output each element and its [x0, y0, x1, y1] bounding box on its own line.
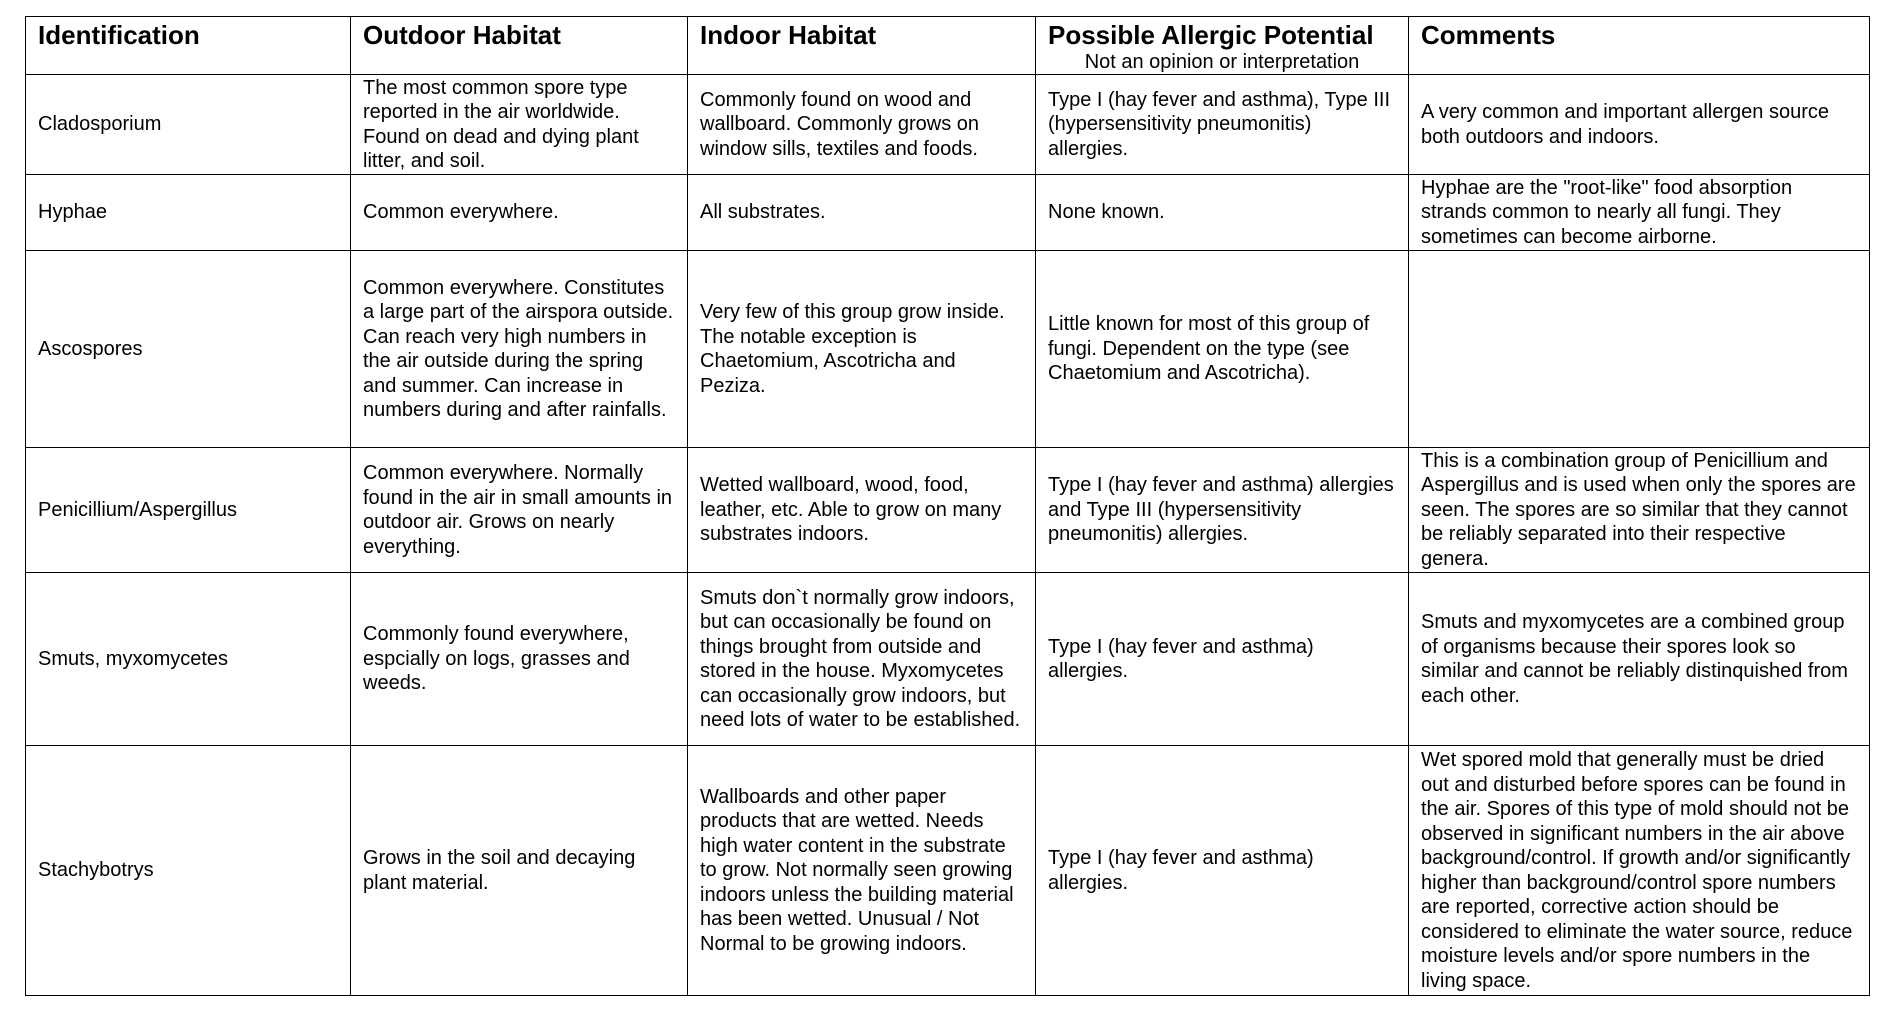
- cell-identification: Penicillium/Aspergillus: [26, 448, 351, 573]
- cell-outdoor: Commonly found everywhere, espcially on logs, grasses and weeds.: [351, 573, 688, 746]
- cell-allergic: None known.: [1036, 175, 1409, 251]
- table-row: [26, 448, 1870, 573]
- header-allergic-potential: [1036, 17, 1409, 75]
- cell-comments: Wet spored mold that generally must be dried out and disturbed before spores can be found in the air. Spores of this type of mold should not be observed in significant numbers in the air above background/control. If growth and/or significantly higher than background/control spore numbers are reported, corrective action should be considered to eliminate the water source, reduce moisture levels and/or spore numbers in the living space.: [1409, 746, 1870, 996]
- cell-indoor: Commonly found on wood and wallboard. Commonly grows on window sills, textiles and foods.: [688, 75, 1036, 175]
- header-allergic-label: Possible Allergic Potential: [1048, 20, 1374, 50]
- cell-indoor: Very few of this group grow inside. The notable exception is Chaetomium, Ascotricha and Peziza.: [688, 251, 1036, 448]
- cell-allergic: Type I (hay fever and asthma) allergies.: [1036, 573, 1409, 746]
- cell-allergic: Type I (hay fever and asthma), Type III (hypersensitivity pneumonitis) allergies.: [1036, 75, 1409, 175]
- cell-comments: This is a combination group of Penicillium and Aspergillus and is used when only the spores are seen. The spores are so similar that they cannot be reliably separated into their respective genera.: [1409, 448, 1870, 573]
- table-row: [26, 746, 1870, 996]
- header-comments-label: Comments: [1421, 20, 1556, 50]
- cell-identification: Ascospores: [26, 251, 351, 448]
- cell-indoor: Wetted wallboard, wood, food, leather, etc. Able to grow on many substrates indoors.: [688, 448, 1036, 573]
- cell-outdoor: Common everywhere. Normally found in the air in small amounts in outdoor air. Grows on nearly everything.: [351, 448, 688, 573]
- cell-identification: Hyphae: [26, 175, 351, 251]
- cell-allergic: Type I (hay fever and asthma) allergies.: [1036, 746, 1409, 996]
- header-row: [26, 17, 1870, 75]
- header-identification: [26, 17, 351, 75]
- header-outdoor-label: Outdoor Habitat: [363, 20, 561, 50]
- header-comments: [1409, 17, 1870, 75]
- cell-indoor: All substrates.: [688, 175, 1036, 251]
- cell-outdoor: Common everywhere. Constitutes a large part of the airspora outside. Can reach very high numbers in the air outside during the spring and summer. Can increase in numbers during and after rainfalls.: [351, 251, 688, 448]
- cell-comments: [1409, 251, 1870, 448]
- cell-comments: Hyphae are the "root-like" food absorption strands common to nearly all fungi. They sometimes can become airborne.: [1409, 175, 1870, 251]
- table-row: [26, 75, 1870, 175]
- cell-outdoor: Common everywhere.: [351, 175, 688, 251]
- mold-identification-table: [25, 16, 1870, 996]
- cell-allergic: Type I (hay fever and asthma) allergies and Type III (hypersensitivity pneumonitis) allergies.: [1036, 448, 1409, 573]
- table-row: [26, 573, 1870, 746]
- cell-indoor: Smuts don`t normally grow indoors, but can occasionally be found on things brought from outside and stored in the house. Myxomycetes can occasionally grow indoors, but need lots of water to be established.: [688, 573, 1036, 746]
- cell-identification: Stachybotrys: [26, 746, 351, 996]
- header-indoor-label: Indoor Habitat: [700, 20, 877, 50]
- header-allergic-note: Not an opinion or interpretation: [1084, 51, 1360, 73]
- cell-indoor: Wallboards and other paper products that are wetted. Needs high water content in the substrate to grow. Not normally seen growing indoors unless the building material has been wetted. Unusual / Not Normal to be growing indoors.: [688, 746, 1036, 996]
- cell-comments: Smuts and myxomycetes are a combined group of organisms because their spores look so similar and cannot be reliably distinquished from each other.: [1409, 573, 1870, 746]
- cell-comments: A very common and important allergen source both outdoors and indoors.: [1409, 75, 1870, 175]
- cell-outdoor: The most common spore type reported in the air worldwide. Found on dead and dying plant litter, and soil.: [351, 75, 688, 175]
- header-indoor-habitat: [688, 17, 1036, 75]
- header-outdoor-habitat: [351, 17, 688, 75]
- cell-identification: Cladosporium: [26, 75, 351, 175]
- cell-allergic: Little known for most of this group of fungi. Dependent on the type (see Chaetomium and Ascotricha).: [1036, 251, 1409, 448]
- table-row: [26, 251, 1870, 448]
- header-identification-label: Identification: [38, 20, 200, 50]
- cell-outdoor: Grows in the soil and decaying plant material.: [351, 746, 688, 996]
- table-row: [26, 175, 1870, 251]
- cell-identification: Smuts, myxomycetes: [26, 573, 351, 746]
